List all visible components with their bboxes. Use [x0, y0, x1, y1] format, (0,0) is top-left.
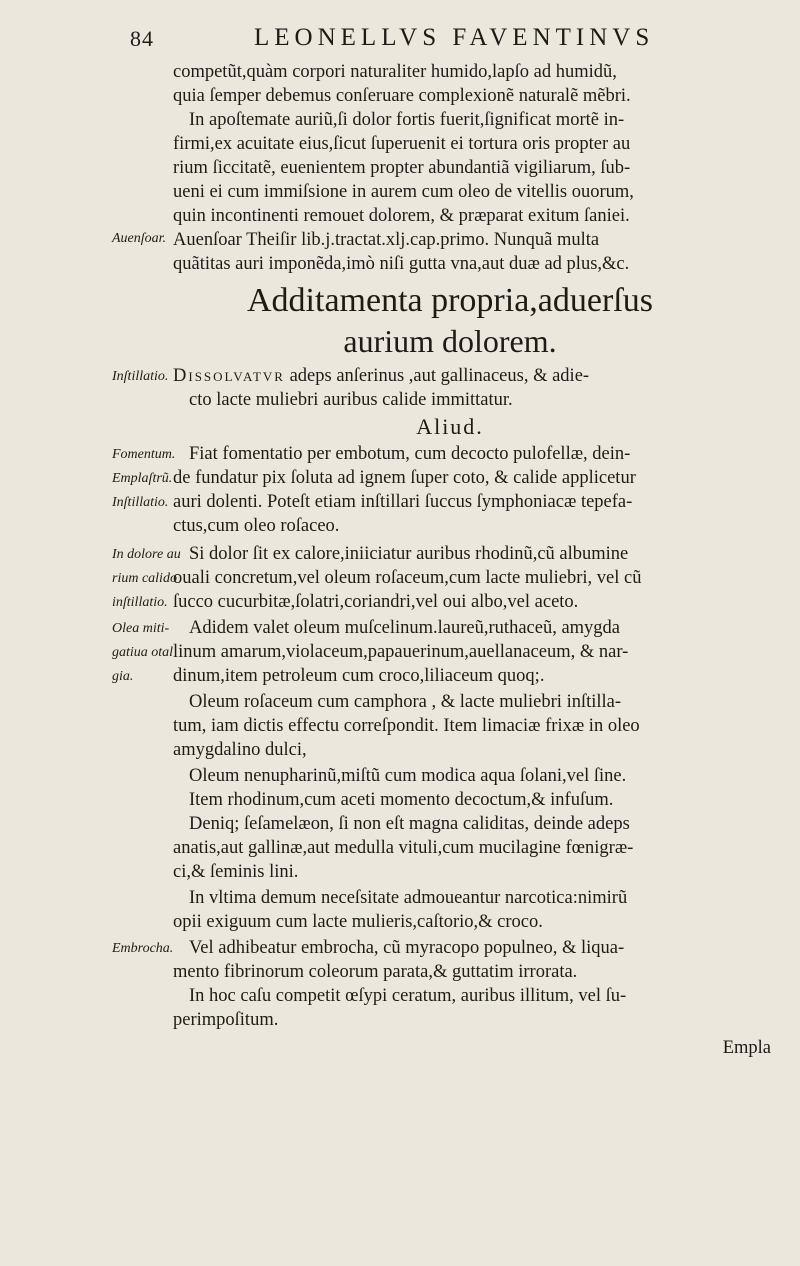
text-line: quin incontinenti remouet dolorem, & præparat exitum ſaniei. — [173, 206, 630, 226]
text-line: amygdalino dulci, — [173, 740, 307, 760]
text-line: ctus,cum oleo roſaceo. — [173, 516, 340, 536]
text-line: perimpoſitum. — [173, 1010, 279, 1030]
text-line: de fundatur pix ſoluta ad ignem ſuper coto, & calide applicetur — [173, 468, 636, 488]
text-line: ouali concretum,vel oleum roſaceum,cum lacte muliebri, vel cũ — [173, 568, 642, 588]
text-line: In hoc caſu competit œſypi ceratum, auribus illitum, vel ſu- — [189, 986, 627, 1006]
margin-note: Fomentum. — [112, 447, 176, 462]
text-line: ueni ei cum immiſsione in aurem cum oleo de vitellis ouorum, — [173, 182, 634, 202]
text-line: In apoſtemate auriũ,ſi dolor fortis fuerit,ſignificat mortẽ in- — [189, 110, 625, 130]
catchword: Empla — [722, 1038, 771, 1058]
section-heading: Additamenta propria,aduerſus — [247, 282, 653, 319]
text-line: anatis,aut gallinæ,aut medulla vituli,cum mucilagine fœnigræ- — [173, 838, 634, 858]
running-title: LEONELLVS FAVENTINVS — [254, 24, 655, 51]
margin-note: inſtillatio. — [112, 595, 168, 610]
margin-note: Auenſoar. — [112, 231, 167, 246]
text-line: linum amarum,violaceum,papauerinum,auellanaceum, & nar- — [173, 642, 629, 662]
text-line: dinum,item petroleum cum croco,liliaceum quoq;. — [173, 666, 545, 686]
text-line: competũt,quàm corpori naturaliter humido,lapſo ad humidũ, — [173, 62, 617, 82]
initial-word: Dissolvatvr — [173, 366, 285, 386]
text-line: opii exiguum cum lacte mulieris,caſtorio,& croco. — [173, 912, 543, 932]
text-line: tum, iam dictis effectu correſpondit. Item limaciæ frixæ in oleo — [173, 716, 640, 736]
margin-note: Olea miti- — [112, 621, 170, 636]
margin-note: In dolore au — [112, 547, 181, 562]
text-line: quãtitas auri imponẽda,imò niſi gutta vna,aut duæ ad plus,&c. — [173, 254, 630, 274]
text-line: firmi,ex acuitate eius,ſicut ſuperuenit ei tortura oris propter au — [173, 134, 631, 154]
page-number: 84 — [130, 26, 154, 51]
text-line: Auenſoar Theiſir lib.j.tractat.xlj.cap.primo. Nunquã multa — [173, 230, 600, 250]
margin-note: gia. — [112, 669, 134, 684]
text-line: Adidem valet oleum muſcelinum.laureũ,ruthaceũ, amygda — [189, 618, 621, 638]
text-line: Vel adhibeatur embrocha, cũ myracopo populneo, & liqua- — [189, 938, 625, 958]
text-line: mento fibrinorum coleorum parata,& guttatim irrorata. — [173, 962, 578, 982]
subheading-aliud: Aliud. — [416, 414, 484, 439]
text-line: auri dolenti. Poteſt etiam inſtillari ſuccus ſymphoniacæ tepefa- — [173, 492, 633, 512]
margin-note: Emplaſtrũ. — [112, 471, 173, 486]
running-head — [130, 22, 770, 56]
text-line: rium ſiccitatẽ, euenientem propter abundantiã vigiliarum, ſub- — [173, 158, 631, 178]
section-heading-2: aurium dolorem. — [343, 323, 557, 359]
text-line: Fiat fomentatio per embotum, cum decocto pulofellæ, dein- — [189, 444, 631, 464]
text-line: Oleum roſaceum cum camphora , & lacte muliebri inſtilla- — [189, 692, 622, 712]
text-line: cto lacte muliebri auribus calide immittatur. — [189, 390, 513, 410]
text-line: Deniq; ſeſamelæon, ſi non eſt magna caliditas, deinde adeps — [189, 814, 630, 834]
text-line: ci,& ſeminis lini. — [173, 862, 299, 882]
text-line: Item rhodinum,cum aceti momento decoctum,& infuſum. — [189, 790, 614, 810]
text-line: In vltima demum neceſsitate admoueantur narcotica:nimirũ — [189, 888, 628, 908]
margin-note: Inſtillatio. — [112, 369, 169, 384]
margin-note: rium calido — [112, 571, 177, 586]
text-line: Oleum nenupharinũ,miſtũ cum modica aqua ſolani,vel ſine. — [189, 766, 627, 786]
margin-note: Inſtillatio. — [112, 495, 169, 510]
margin-note: gatiua otal — [112, 645, 174, 660]
text-line: Si dolor ſit ex calore,iniiciatur auribus rhodinũ,cũ albumine — [189, 544, 629, 564]
text-line — [173, 364, 773, 388]
text-line: quia ſemper debemus conſeruare complexionẽ naturalẽ mẽbri. — [173, 86, 631, 106]
text-line-rest: adeps anſerinus ,aut gallinaceus, & adie- — [289, 366, 590, 386]
text-line: ſucco cucurbitæ,ſolatri,coriandri,vel oui albo,vel aceto. — [173, 592, 579, 612]
margin-note: Embrocha. — [112, 941, 174, 956]
